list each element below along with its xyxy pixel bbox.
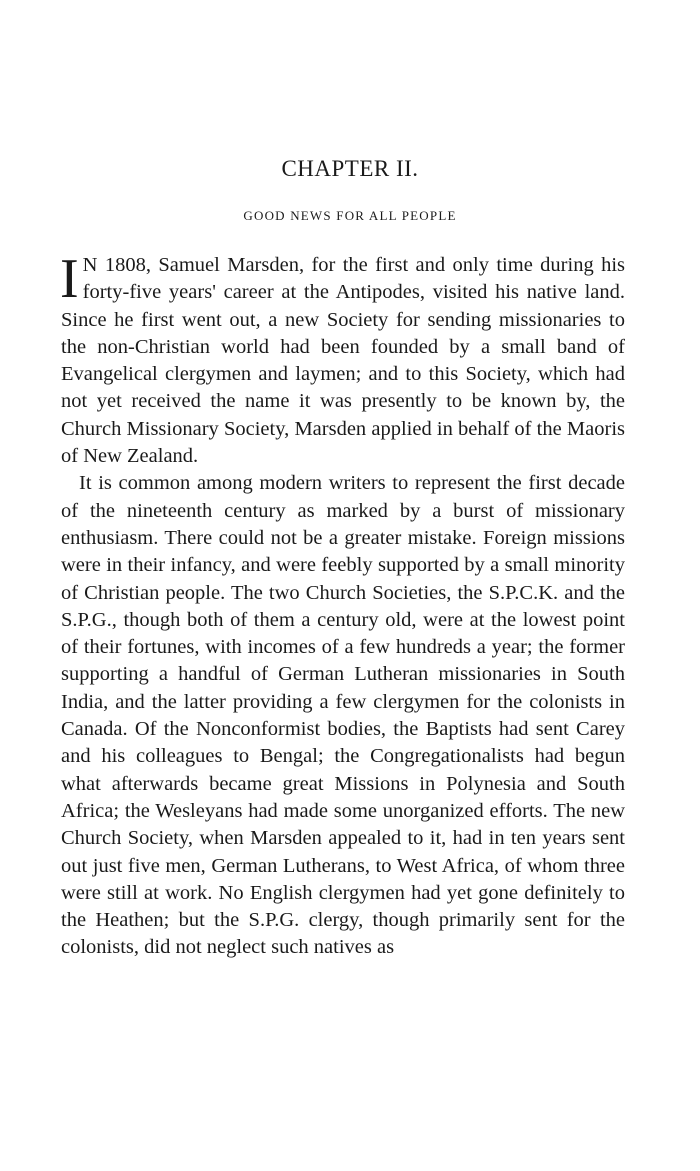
chapter-title: CHAPTER II. bbox=[281, 156, 419, 181]
chapter-subtitle: GOOD NEWS FOR ALL PEOPLE bbox=[243, 208, 457, 223]
paragraph-2-text: It is common among modern writers to represent the first decade of the nineteenth century as marked by a burst of missionary enthusiasm. There could not be a greater mistake. Foreign missions were in their infancy, and were feebly supported by a small minority of Christian people. The two Church Societies, the S.P.C.K. and the S.P.G., though both of them a century old, were at the lowest point of their fortunes, with incomes of a few hundreds a year; the former supporting a handful of German Lutheran missionaries in South India, and the latter providing a few clergymen for the colonists in Canada. Of the Nonconformist bodies, the Baptists had sent Carey and his colleagues to Bengal; the Congregationalists had begun what afterwards became great Missions in Polynesia and South Africa; the Wesleyans had made some unorganized efforts. The new Church Society, when Marsden appealed to it, had in ten years sent out just five men, German Lutherans, to West Africa, of whom three were still at work. No English clergymen had yet gone definitely to the Heathen; but the S.P.G. clergy, though primarily sent for the colonists, did not neglect such natives as bbox=[61, 472, 625, 959]
body-text bbox=[60, 248, 625, 962]
paragraph-1-text: 1808, Samuel Marsden, for the first and only time during his forty-five years' career at the Antipodes, visited his native land. Since he first went out, a new Society for sending missionaries to the non-Christian world had been founded by a small band of Evangelical clergymen and laymen; and to this Society, which had not yet received the name it was presently to be known by, the Church Missionary Society, Marsden applied in behalf of the Maoris of New Zealand. bbox=[61, 254, 625, 468]
paragraph-2 bbox=[61, 470, 625, 961]
drop-cap: I bbox=[60, 248, 79, 310]
paragraph-1 bbox=[60, 248, 625, 470]
lead-in: N bbox=[82, 254, 98, 276]
